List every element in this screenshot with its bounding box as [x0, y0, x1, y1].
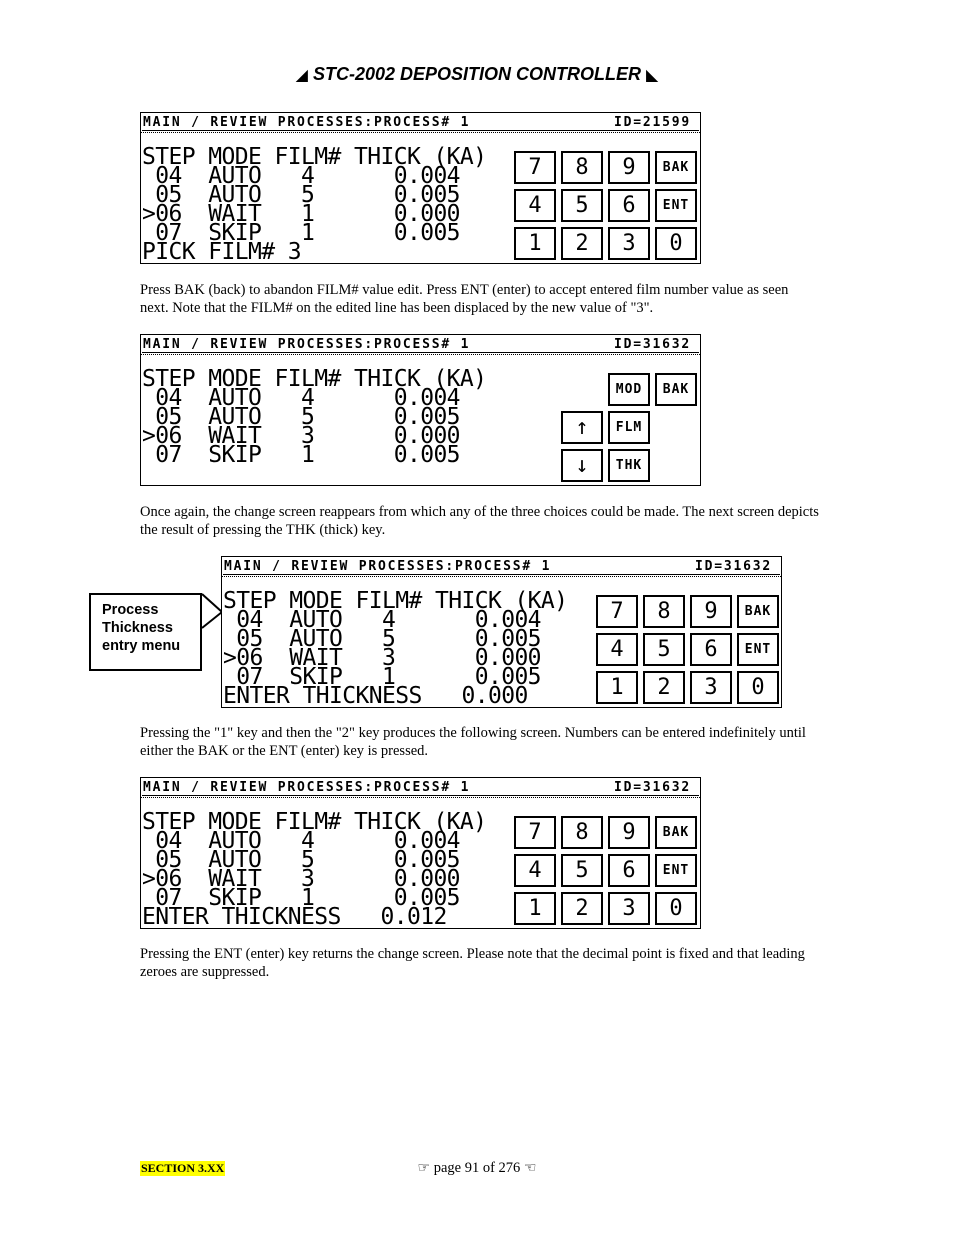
key-mod[interactable]: MOD: [608, 373, 650, 406]
menu-path: MAIN / REVIEW PROCESSES:PROCESS# 1: [143, 779, 471, 795]
key-bak[interactable]: BAK: [655, 816, 697, 849]
step-table: [142, 809, 487, 929]
key-ent[interactable]: ENT: [737, 633, 779, 666]
paragraph-change-screen: Once again, the change screen reappears from which any of the three choices could be made. The next screen depicts the result of pressing the THK (thick) key.: [140, 504, 819, 538]
key-3[interactable]: 3: [608, 892, 650, 925]
screen-title-bar: [142, 779, 699, 796]
key-down-arrow-icon[interactable]: ↓: [561, 449, 603, 482]
page-number: [0, 1160, 954, 1177]
controller-screen-change: [140, 334, 701, 486]
screen-divider: [222, 576, 781, 577]
screen-divider: [141, 797, 700, 798]
key-0[interactable]: 0: [655, 892, 697, 925]
key-bak[interactable]: BAK: [655, 373, 697, 406]
prompt-line: PICK FILM# 3: [142, 239, 301, 264]
screen-title-bar: [223, 558, 780, 575]
callout-line: Process: [102, 602, 159, 618]
step-table-header: STEP MODE FILM# THICK (KA): [142, 366, 487, 392]
callout-line: entry menu: [102, 638, 181, 654]
pointing-hand-left-icon: ☜: [523, 1160, 537, 1176]
step-row: 07 SKIP 1 0.005: [142, 220, 460, 246]
pointing-hand-right-icon: ☞: [417, 1160, 431, 1176]
step-row: 07 SKIP 1 0.005: [142, 442, 460, 468]
paragraph-ent-return: Pressing the ENT (enter) key returns the change screen. Please note that the decimal point is fixed and that leading zeroes are suppressed.: [140, 946, 805, 980]
key-bak[interactable]: BAK: [655, 151, 697, 184]
key-9[interactable]: 9: [608, 151, 650, 184]
right-ornament-icon: ◣: [646, 67, 659, 84]
key-2[interactable]: 2: [561, 892, 603, 925]
menu-path: MAIN / REVIEW PROCESSES:PROCESS# 1: [143, 336, 471, 352]
menu-path: MAIN / REVIEW PROCESSES:PROCESS# 1: [224, 558, 552, 574]
controller-screen-pick-film: [140, 112, 701, 264]
key-0[interactable]: 0: [655, 227, 697, 260]
paragraph-bak-ent: Press BAK (back) to abandon FILM# value edit. Press ENT (enter) to accept entered film number value as seen next. Note that the FILM# on the edited line has been displaced by the new value of "3".: [140, 282, 789, 316]
step-row-selected: >06 WAIT 3 0.000: [223, 645, 541, 671]
callout-line: Thickness: [102, 620, 173, 636]
key-7[interactable]: 7: [514, 816, 556, 849]
process-id: ID=31632: [613, 336, 691, 352]
key-0[interactable]: 0: [737, 671, 779, 704]
screen-divider: [141, 354, 700, 355]
step-row-selected: >06 WAIT 3 0.000: [142, 866, 460, 892]
key-flm[interactable]: FLM: [608, 411, 650, 444]
prompt-line: ENTER THICKNESS 0.012: [142, 904, 447, 929]
step-row: 07 SKIP 1 0.005: [142, 885, 460, 911]
key-4[interactable]: 4: [596, 633, 638, 666]
step-table-header: STEP MODE FILM# THICK (KA): [142, 809, 487, 835]
prompt-line: ENTER THICKNESS 0.000: [223, 683, 528, 708]
step-row: 04 AUTO 4 0.004: [142, 163, 460, 189]
process-id: ID=31632: [694, 558, 772, 574]
key-6[interactable]: 6: [608, 854, 650, 887]
key-8[interactable]: 8: [561, 816, 603, 849]
step-row-selected: >06 WAIT 3 0.000: [142, 423, 460, 449]
step-table-header: STEP MODE FILM# THICK (KA): [223, 588, 568, 614]
step-row: 04 AUTO 4 0.004: [223, 607, 541, 633]
key-4[interactable]: 4: [514, 854, 556, 887]
key-9[interactable]: 9: [608, 816, 650, 849]
key-1[interactable]: 1: [596, 671, 638, 704]
page-number-text: page 91 of 276: [433, 1160, 521, 1176]
key-1[interactable]: 1: [514, 892, 556, 925]
key-8[interactable]: 8: [561, 151, 603, 184]
key-2[interactable]: 2: [643, 671, 685, 704]
key-ent[interactable]: ENT: [655, 189, 697, 222]
step-table: [223, 588, 568, 708]
page-title: STC-2002 DEPOSITION CONTROLLER: [312, 64, 642, 84]
key-5[interactable]: 5: [561, 854, 603, 887]
step-row: 04 AUTO 4 0.004: [142, 828, 460, 854]
process-id: ID=21599: [613, 114, 691, 130]
screen-divider: [141, 132, 700, 133]
key-3[interactable]: 3: [690, 671, 732, 704]
key-3[interactable]: 3: [608, 227, 650, 260]
step-table: [142, 144, 487, 264]
key-up-arrow-icon[interactable]: ↑: [561, 411, 603, 444]
key-5[interactable]: 5: [561, 189, 603, 222]
step-table: [142, 366, 487, 468]
menu-path: MAIN / REVIEW PROCESSES:PROCESS# 1: [143, 114, 471, 130]
key-bak[interactable]: BAK: [737, 595, 779, 628]
key-8[interactable]: 8: [643, 595, 685, 628]
key-ent[interactable]: ENT: [655, 854, 697, 887]
page-header: [0, 64, 954, 85]
key-7[interactable]: 7: [596, 595, 638, 628]
step-row: 04 AUTO 4 0.004: [142, 385, 460, 411]
key-6[interactable]: 6: [608, 189, 650, 222]
callout-thickness-menu: [89, 593, 202, 671]
paragraph-number-entry: Pressing the "1" key and then the "2" key produces the following screen. Numbers can be entered indefinitely until either the BAK or the ENT (enter) key is pressed.: [140, 725, 806, 759]
step-row: 05 AUTO 5 0.005: [142, 404, 460, 430]
controller-screen-enter-thickness: [221, 556, 782, 708]
screen-title-bar: [142, 336, 699, 353]
key-2[interactable]: 2: [561, 227, 603, 260]
left-ornament-icon: ◢: [295, 67, 308, 84]
screen-title-bar: [142, 114, 699, 131]
key-thk[interactable]: THK: [608, 449, 650, 482]
section-badge: SECTION 3.XX: [141, 1161, 225, 1175]
step-row-selected: >06 WAIT 1 0.000: [142, 201, 460, 227]
process-id: ID=31632: [613, 779, 691, 795]
step-row: 05 AUTO 5 0.005: [223, 626, 541, 652]
step-row: 05 AUTO 5 0.005: [142, 182, 460, 208]
step-table-header: STEP MODE FILM# THICK (KA): [142, 144, 487, 170]
step-row: 05 AUTO 5 0.005: [142, 847, 460, 873]
controller-screen-thickness-012: [140, 777, 701, 929]
step-row: 07 SKIP 1 0.005: [223, 664, 541, 690]
key-9[interactable]: 9: [690, 595, 732, 628]
key-5[interactable]: 5: [643, 633, 685, 666]
key-7[interactable]: 7: [514, 151, 556, 184]
key-6[interactable]: 6: [690, 633, 732, 666]
key-1[interactable]: 1: [514, 227, 556, 260]
key-4[interactable]: 4: [514, 189, 556, 222]
